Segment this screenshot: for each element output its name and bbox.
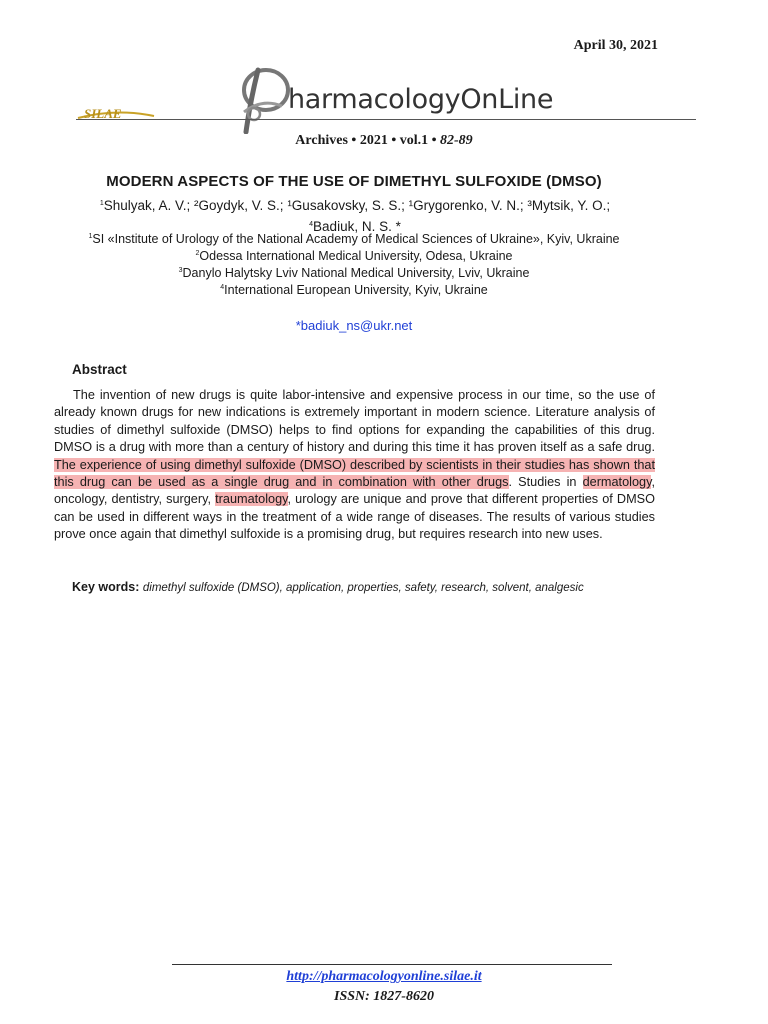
silae-logo (76, 104, 156, 127)
issue-info (0, 133, 768, 149)
highlight-combination: The experience of using dimethyl sulfoxide (DMSO) described by scientists in their studies has shown that this drug can be used as a single drug and in combination with other drugs (54, 457, 655, 490)
corresponding-email-link[interactable]: *badiuk_ns@ukr.net (295, 318, 413, 333)
svg-text:SILAE: SILAE (84, 106, 122, 121)
brand-name: harmacologyOnLine (288, 84, 554, 115)
footer-rule (172, 964, 612, 965)
journal-url-link[interactable]: http://pharmacologyonline.silae.it (286, 969, 482, 984)
publication-date: April 30, 2021 (573, 38, 658, 53)
author-sup: 1 (99, 200, 104, 207)
highlight-dermatology: dermatology (582, 475, 652, 490)
issn: ISSN: 1827-8620 (334, 989, 434, 1004)
affiliation-1: $^1$SI «Institute of Urology of the National Academy of Medical Sciences of Ukraine», Kyiv, Ukraine (88, 232, 620, 246)
affiliation-4: $^4$International European University, Kyiv, Ukraine (220, 283, 488, 297)
keywords (72, 580, 584, 594)
highlight-traumatology: traumatology (215, 492, 288, 507)
abstract-text: The invention of new drugs is quite labor-intensive and expensive process in our time, so the use of already known drugs for new indications is extremely important in modern science. Literature analysis of studies of dimethyl sulfoxide (DMSO) helps to find options for expanding the capabilities of this drug. DMSO is a drug with more than a century of history and during this time it has proven itself as a safe drug. The experience of using dimethyl sulfoxide (DMSO) described by scientists in their studies has shown that this drug can be used as a single drug and in combination with other drugs. Studies in dermatology, oncology, dentistry, surgery, traumatology, urology are unique and prove that different properties of DMSO can be used in different ways in the treatment of a wide range of diseases. The results of various studies prove once again that dimethyl sulfoxide is a promising drug, but requires research into new uses. (54, 388, 656, 542)
affiliation-3: $^3$Danylo Halytsky Lviv National Medical University, Lviv, Ukraine (178, 266, 530, 280)
authors-line-2: Badiuk, N. S. * (313, 219, 401, 234)
pharmacology-p-logo-icon (232, 62, 292, 139)
keywords-label: Key words: (72, 580, 140, 594)
paper-title: MODERN ASPECTS OF THE USE OF DIMETHYL SULFOXIDE (DMSO) (106, 173, 602, 190)
affiliation-2: $^2$Odessa International Medical University, Odesa, Ukraine (195, 249, 513, 263)
abstract-heading: Abstract (72, 362, 127, 377)
masthead-rule (76, 119, 696, 120)
keywords-values: dimethyl sulfoxide (DMSO), application, properties, safety, research, solvent, analgesic (142, 582, 584, 594)
author-sup: 4 (309, 221, 314, 228)
author-list (60, 194, 650, 236)
authors-line-1: Shulyak, A. V.; ²Goydyk, V. S.; ¹Gusakovsky, S. S.; ¹Grygorenko, V. N.; ³Mytsik, Y. O.; (103, 198, 611, 213)
issue-prefix: Archives • 2021 • vol.1 • (295, 133, 441, 148)
issue-pages: 82-89 (440, 133, 473, 148)
